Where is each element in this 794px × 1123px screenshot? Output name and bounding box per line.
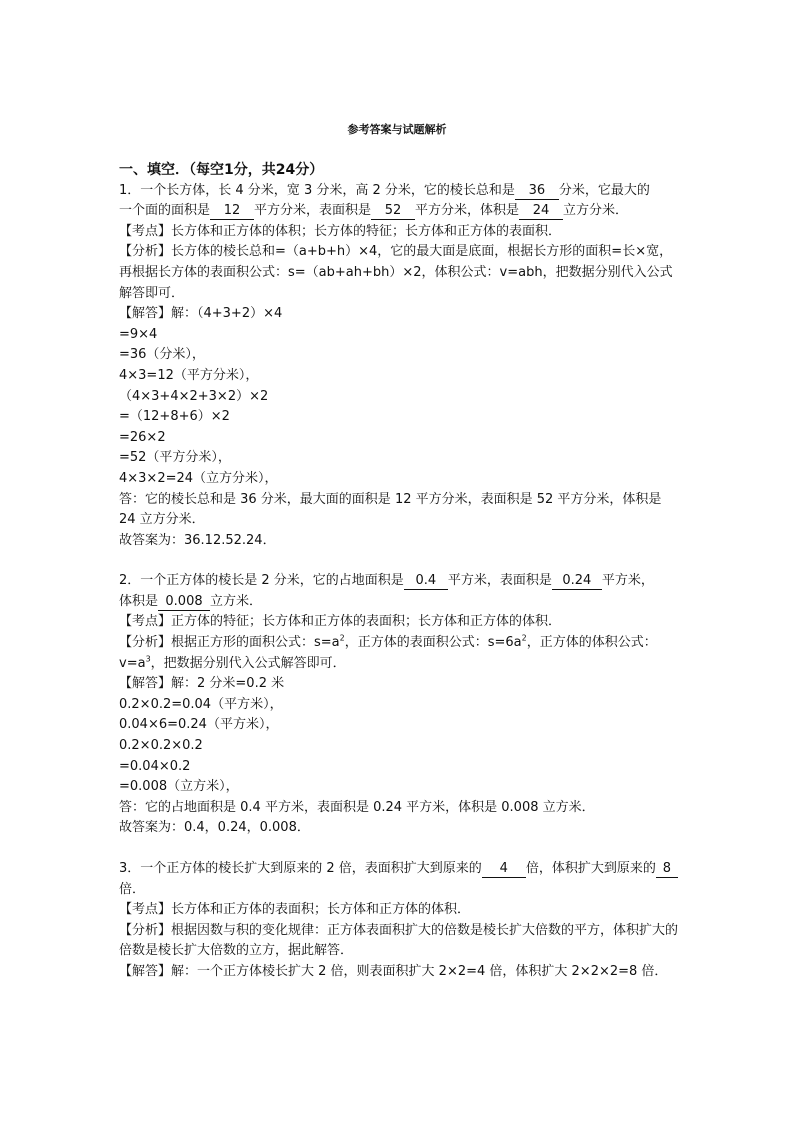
q2-jieda-line: 【解答】解：2 分米=0.2 米: [119, 676, 285, 692]
q1-final-answer: 故答案为：36.12.52.24．: [119, 532, 276, 548]
q1-answer-blank-4: 24: [519, 203, 563, 220]
q2-answer-blank-3: 0.008: [158, 594, 210, 611]
q1-jieda-line: （4×3+4×2+3×2）×2: [119, 388, 269, 404]
q1-answer-blank-1: 36: [515, 183, 559, 200]
q2-stem-text: 体积是: [119, 593, 159, 609]
q2-stem-text: 立方米．: [210, 593, 263, 609]
q2-jieda-line: 0.04×6=0.24（平方米），: [119, 717, 279, 733]
q1-stem-text: 立方分米．: [563, 203, 629, 219]
document-content: [119, 160, 679, 983]
q3-fenxi: 【分析】根据因数与积的变化规律：正方体表面积扩大的倍数是棱长扩大倍数的平方，体积扩大的倍数是棱长扩大倍数的立方，据此解答．: [119, 922, 679, 959]
q2-fenxi-text: ，正方体的体积公式：: [526, 635, 657, 651]
q2-fenxi-text: ，把数据分别代入公式解答即可．: [150, 655, 346, 671]
page-title: 参考答案与试题解析: [347, 123, 447, 136]
superscript: 3: [145, 654, 151, 664]
q1-jieda-line: =（12+8+6）×2: [119, 409, 230, 425]
q2-answer-summary: 答：它的占地面积是 0.4 平方米，表面积是 0.24 平方米，体积是 0.008 立方米．: [119, 799, 595, 815]
q1-jieda-line: =36（分米），: [119, 347, 205, 363]
q2-fenxi-text: v=a: [119, 655, 146, 671]
q2-jieda-line: 0.2×0.2=0.04（平方米），: [119, 696, 283, 712]
q1-fenxi: 【分析】长方体的棱长总和=（a+b+h）×4，它的最大面是底面，根据长方形的面积=长×宽，再根据长方体的表面积公式：s=（ab+ah+bh）×2，体积公式：v=abh，把数据分别代入公式解答即可．: [119, 244, 673, 301]
q2-jieda-line: =0.008（立方米），: [119, 779, 239, 795]
q2-fenxi-line-2: [119, 654, 679, 675]
question-3: [119, 859, 679, 983]
q2-jieda-line: 0.2×0.2×0.2: [119, 738, 203, 754]
q2-kaodian: 【考点】正方体的特征；长方体和正方体的表面积；长方体和正方体的体积．: [119, 614, 562, 630]
superscript: 2: [339, 633, 345, 643]
q1-answer-summary: 答：它的棱长总和是 36 分米，最大面的面积是 12 平方分米，表面积是 52 平方分米，体积是 24 立方分米．: [119, 491, 662, 528]
q2-answer-blank-1: 0.4: [404, 573, 448, 590]
q1-jieda-line: =52（平方分米），: [119, 450, 231, 466]
q1-stem-text: 一个面的面积是: [119, 203, 211, 219]
q3-stem-text: 3．一个正方体的棱长扩大到原来的 2 倍，表面积扩大到原来的: [119, 861, 482, 876]
q2-fenxi-text: 【分析】根据正方形的面积公式：s=a: [119, 635, 340, 651]
q2-stem-text: 2．一个正方体的棱长是 2 分米，它的占地面积是: [119, 573, 404, 589]
q3-stem-text: 倍，体积扩大到原来的: [525, 861, 656, 876]
spacer: [119, 839, 679, 859]
q1-jieda-line: 4×3×2=24（立方分米），: [119, 470, 278, 486]
q1-stem-line-1: [119, 181, 679, 202]
q1-kaodian: 【考点】长方体和正方体的体积；长方体的特征；长方体和正方体的表面积．: [119, 223, 562, 239]
q2-jieda-line: =0.04×0.2: [119, 758, 191, 774]
q3-answer-blank-1: 4: [482, 861, 526, 878]
superscript: 2: [521, 633, 527, 643]
q2-stem-line-1: [119, 571, 679, 592]
q2-stem-text: 平方米，表面积是: [447, 573, 552, 589]
q2-final-answer: 故答案为：0.4，0.24，0.008．: [119, 820, 310, 836]
q1-stem-text: 平方分米，表面积是: [254, 203, 372, 219]
q1-answer-blank-3: 52: [371, 203, 415, 220]
q2-fenxi-line-1: [119, 633, 679, 654]
spacer: [119, 551, 679, 571]
question-2: [119, 571, 679, 839]
q1-stem-text: 分米，它最大的: [558, 182, 650, 198]
q1-stem-line-2: [119, 201, 679, 222]
q3-jieda: 【解答】解：一个正方体棱长扩大 2 倍，则表面积扩大 2×2=4 倍，体积扩大 2×2×2=8 倍．: [119, 963, 668, 979]
q2-fenxi-text: ，正方体的表面积公式：s=6a: [344, 635, 522, 651]
section-heading: 一、填空．（每空1分，共24分）: [119, 162, 324, 178]
q3-stem: [119, 859, 679, 900]
q3-answer-blank-2: 8: [656, 861, 678, 878]
q1-answer-blank-2: 12: [210, 203, 254, 220]
q1-stem-text: 1．一个长方体，长 4 分米，宽 3 分米，高 2 分米，它的棱长总和是: [119, 182, 515, 198]
question-1: [119, 181, 679, 552]
q2-stem-text: 平方米，: [601, 573, 654, 589]
q1-stem-text: 平方分米，体积是: [415, 203, 520, 219]
q2-answer-blank-2: 0.24: [552, 573, 602, 590]
q1-jieda-line: 【解答】解：（4+3+2）×4: [119, 306, 283, 322]
q3-stem-text: 倍．: [119, 881, 146, 897]
q1-jieda-line: =26×2: [119, 429, 166, 445]
q1-jieda-line: 4×3=12（平方分米），: [119, 367, 259, 383]
q1-jieda-line: =9×4: [119, 326, 158, 342]
q3-kaodian: 【考点】长方体和正方体的表面积；长方体和正方体的体积．: [119, 902, 471, 918]
q2-stem-line-2: [119, 592, 679, 613]
